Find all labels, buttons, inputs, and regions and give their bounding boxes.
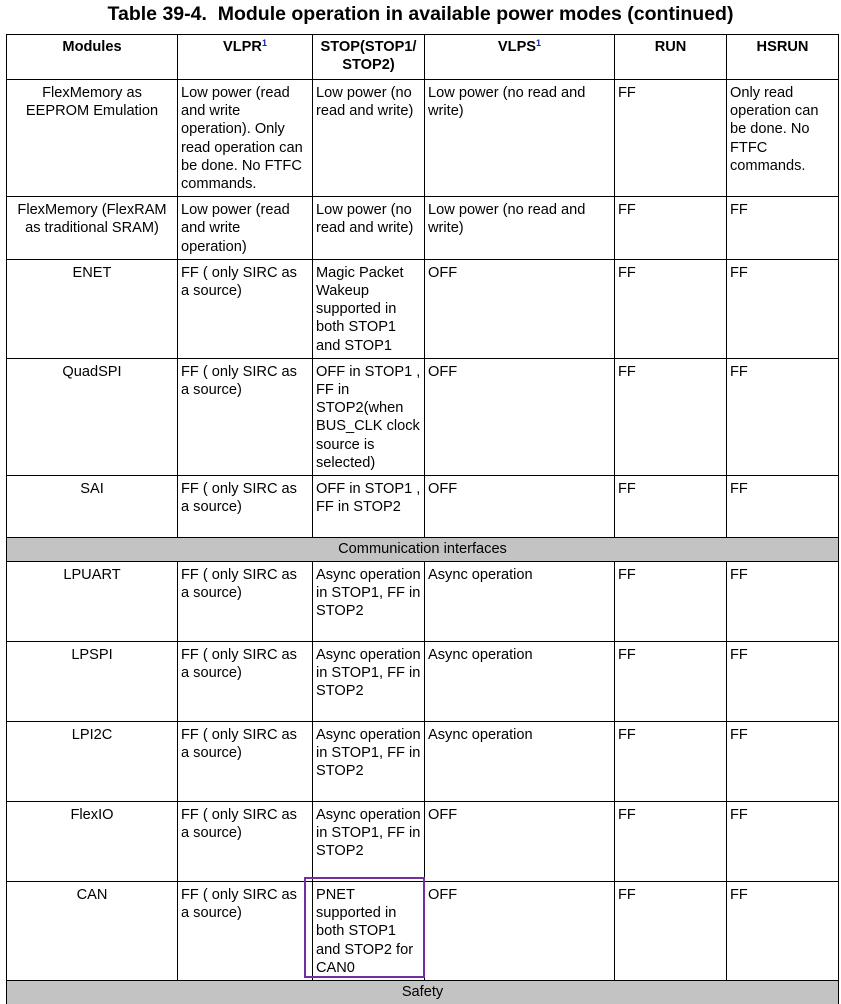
vlps-cell: OFF	[425, 358, 615, 475]
hsrun-cell: FF	[727, 642, 839, 722]
header-hsrun: HSRUN	[727, 35, 839, 80]
vlps-cell: Async operation	[425, 562, 615, 642]
vlpr-cell: FF ( only SIRC as a source)	[178, 882, 313, 981]
run-cell: FF	[615, 197, 727, 260]
table-row	[7, 197, 839, 260]
stop-cell: Low power (no read and write)	[313, 197, 425, 260]
table-row	[7, 476, 839, 538]
run-cell: FF	[615, 882, 727, 981]
hsrun-cell: Only read operation can be done. No FTFC commands.	[727, 80, 839, 197]
vlpr-cell: FF ( only SIRC as a source)	[178, 358, 313, 475]
vlpr-cell: FF ( only SIRC as a source)	[178, 476, 313, 538]
table-row	[7, 722, 839, 802]
section-row	[7, 981, 839, 1004]
module-cell: ENET	[7, 259, 178, 358]
vlps-cell: Async operation	[425, 722, 615, 802]
stop-cell: PNET supported in both STOP1 and STOP2 for CAN0	[313, 882, 425, 981]
hsrun-cell: FF	[727, 722, 839, 802]
module-cell: LPI2C	[7, 722, 178, 802]
vlpr-cell: Low power (read and write operation)	[178, 197, 313, 260]
vlps-cell: Async operation	[425, 642, 615, 722]
vlps-cell: OFF	[425, 882, 615, 981]
table-row	[7, 80, 839, 197]
table-row	[7, 259, 839, 358]
stop-cell: OFF in STOP1 , FF in STOP2(when BUS_CLK clock source is selected)	[313, 358, 425, 475]
hsrun-cell: FF	[727, 882, 839, 981]
header-modules: Modules	[7, 35, 178, 80]
vlps-cell: Low power (no read and write)	[425, 80, 615, 197]
run-cell: FF	[615, 476, 727, 538]
module-cell: FlexMemory (FlexRAM as traditional SRAM)	[7, 197, 178, 260]
hsrun-cell: FF	[727, 197, 839, 260]
module-cell: FlexMemory as EEPROM Emulation	[7, 80, 178, 197]
vlpr-cell: FF ( only SIRC as a source)	[178, 562, 313, 642]
table-row	[7, 358, 839, 475]
section-safety: Safety	[7, 981, 839, 1004]
vlpr-cell: FF ( only SIRC as a source)	[178, 802, 313, 882]
module-cell: SAI	[7, 476, 178, 538]
hsrun-cell: FF	[727, 476, 839, 538]
hsrun-cell: FF	[727, 358, 839, 475]
run-cell: FF	[615, 722, 727, 802]
table-row	[7, 802, 839, 882]
run-cell: FF	[615, 358, 727, 475]
hsrun-cell: FF	[727, 802, 839, 882]
run-cell: FF	[615, 562, 727, 642]
stop-cell: Low power (no read and write)	[313, 80, 425, 197]
run-cell: FF	[615, 259, 727, 358]
run-cell: FF	[615, 802, 727, 882]
footnote-link[interactable]: 1	[536, 38, 542, 48]
stop-cell: Async operation in STOP1, FF in STOP2	[313, 802, 425, 882]
hsrun-cell: FF	[727, 562, 839, 642]
section-row	[7, 538, 839, 562]
section-communication-interfaces: Communication interfaces	[7, 538, 839, 562]
header-vlps: VLPS$^1$	[425, 35, 615, 80]
header-vlpr: VLPR$^1$	[178, 35, 313, 80]
vlps-cell: OFF	[425, 259, 615, 358]
header-stop: STOP(STOP1/ STOP2)	[313, 35, 425, 80]
table-row	[7, 642, 839, 722]
run-cell: FF	[615, 642, 727, 722]
table-title: Table 39-4. Module operation in available power modes (continued)	[107, 3, 734, 25]
hsrun-cell: FF	[727, 259, 839, 358]
run-cell: FF	[615, 80, 727, 197]
stop-cell: Magic Packet Wakeup supported in both STOP1 and STOP1	[313, 259, 425, 358]
module-cell: FlexIO	[7, 802, 178, 882]
stop-cell: Async operation in STOP1, FF in STOP2	[313, 722, 425, 802]
vlps-cell: OFF	[425, 476, 615, 538]
vlps-cell: Low power (no read and write)	[425, 197, 615, 260]
vlpr-cell: FF ( only SIRC as a source)	[178, 722, 313, 802]
module-cell: LPSPI	[7, 642, 178, 722]
stop-cell: OFF in STOP1 , FF in STOP2	[313, 476, 425, 538]
stop-cell: Async operation in STOP1, FF in STOP2	[313, 562, 425, 642]
vlpr-cell: Low power (read and write operation). Only read operation can be done. No FTFC commands.	[178, 80, 313, 197]
vlpr-cell: FF ( only SIRC as a source)	[178, 259, 313, 358]
table-row	[7, 562, 839, 642]
module-cell: QuadSPI	[7, 358, 178, 475]
header-row	[7, 35, 839, 80]
table-row	[7, 882, 839, 981]
module-cell: CAN	[7, 882, 178, 981]
module-cell: LPUART	[7, 562, 178, 642]
vlps-cell: OFF	[425, 802, 615, 882]
footnote-link[interactable]: 1	[261, 38, 267, 48]
power-modes-table	[6, 34, 839, 1004]
vlpr-cell: FF ( only SIRC as a source)	[178, 642, 313, 722]
header-run: RUN	[615, 35, 727, 80]
stop-cell: Async operation in STOP1, FF in STOP2	[313, 642, 425, 722]
